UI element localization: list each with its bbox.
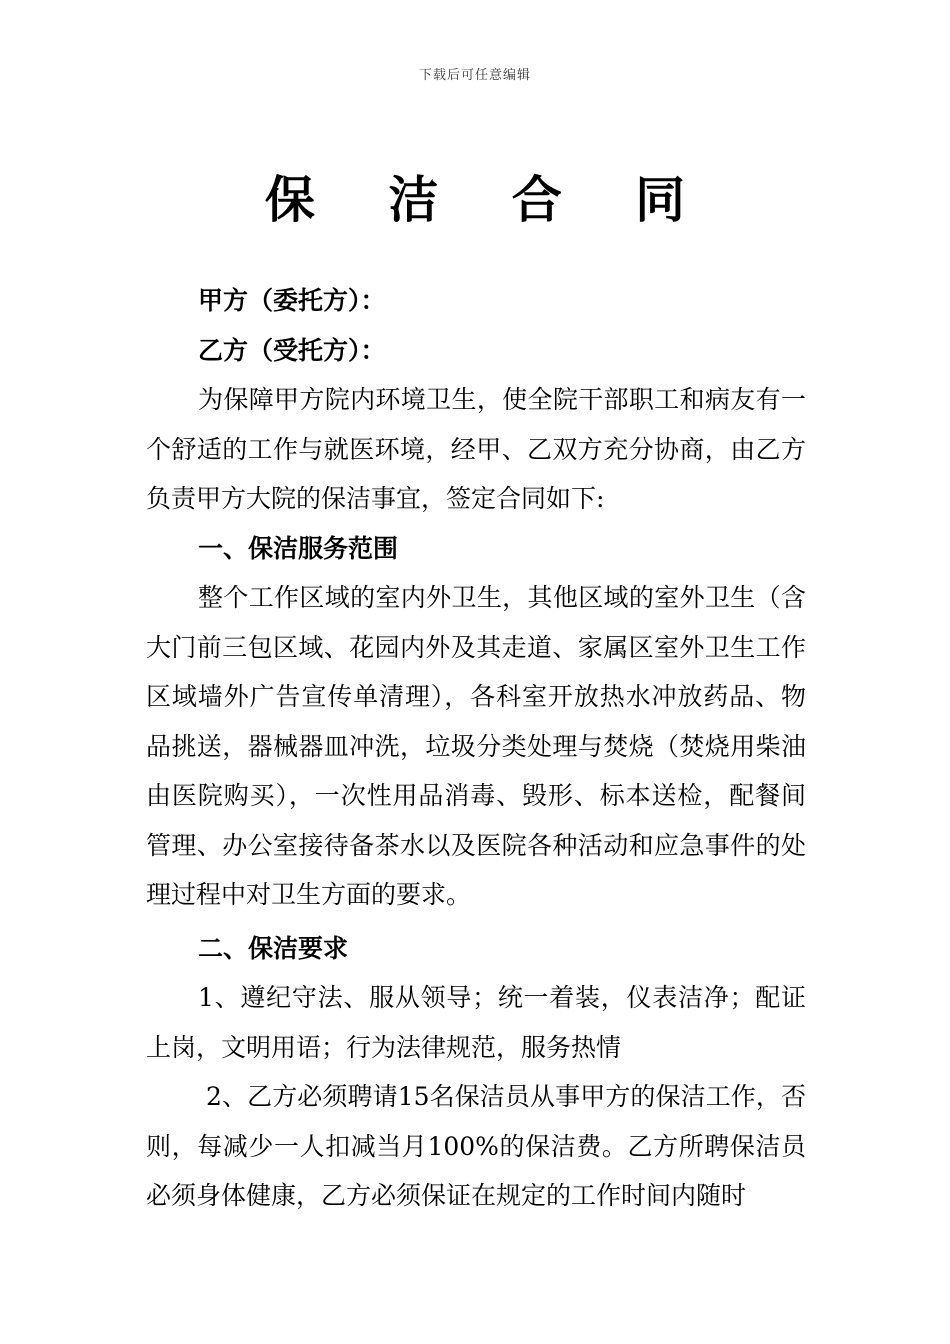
document-body xyxy=(146,276,806,1221)
party-b-line: 乙方（受托方）： xyxy=(198,335,386,365)
section1-paragraph: 整个工作区域的室内外卫生，其他区域的室外卫生（含大门前三包区域、花园内外及其走道、家属区室外卫生工作区域墙外广告宣传单清理），各科室开放热水冲放药品、物品挑送，器械器皿冲洗，垃圾分类处理与焚烧（焚烧用柴油由医院购买），一次性用品消毒、毁形、标本送检，配餐间管理、办公室接待备茶水以及医院各种活动和应急事件的处理过程中对卫生方面的要求。 xyxy=(146,583,806,909)
header-note: 下载后可任意编辑 xyxy=(418,68,531,83)
party-a-line: 甲方（委托方）： xyxy=(198,286,386,315)
requirement-item-2: 2、乙方必须聘请15名保洁员从事甲方的保洁工作，否则，每减少一人扣减当月100%的保洁费。乙方所聘保洁员必须身体健康，乙方必须保证在规定的工作时间内随时 xyxy=(146,1082,806,1210)
section2-heading: 二、保洁要求 xyxy=(198,933,349,963)
document-title: 保 洁 合 同 xyxy=(264,170,714,229)
section1-heading: 一、保洁服务范围 xyxy=(198,533,399,563)
intro-paragraph: 为保障甲方院内环境卫生，使全院干部职工和病友有一个舒适的工作与就医环境，经甲、乙双方充分协商，由乙方负责甲方大院的保洁事宜，签定合同如下: xyxy=(146,385,806,513)
requirement-item-1: 1、遵纪守法、服从领导；统一着装，仪表洁净；配证上岗，文明用语；行为法律规范，服务热情 xyxy=(146,983,806,1062)
